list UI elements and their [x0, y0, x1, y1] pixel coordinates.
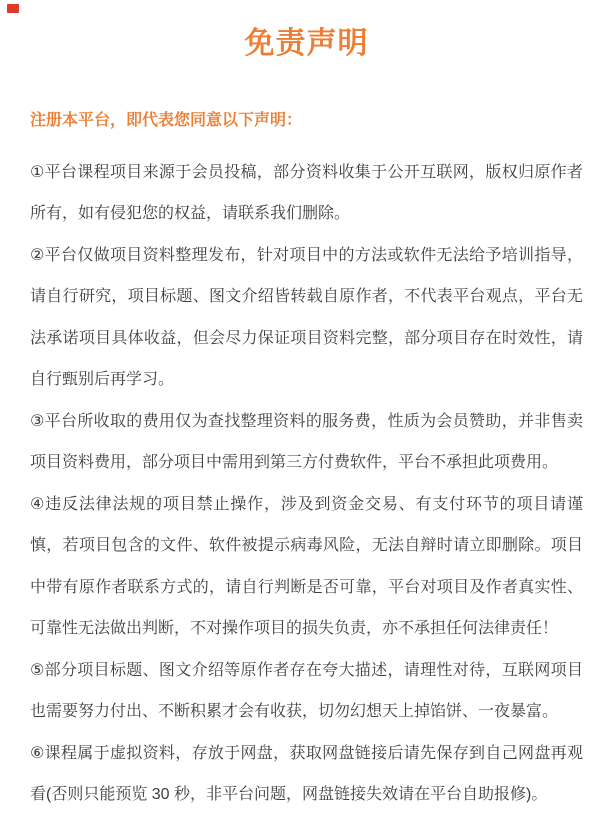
page-title: 免责声明 — [244, 27, 369, 60]
intro-statement: 注册本平台，即代表您同意以下声明： — [30, 112, 303, 129]
disclaimer-paragraph-6: ⑥课程属于虚拟资料，存放于网盘，获取网盘链接后请先保存到自己网盘再观看(否则只能预览 30 秒，非平台问题，网盘链接失效请在平台自助报修)。 — [30, 744, 583, 803]
disclaimer-paragraph-5: ⑤部分项目标题、图文介绍等原作者存在夸大描述，请理性对待，互联网项目也需要努力付出、不断积累才会有收获，切勿幻想天上掉馅饼、一夜暴富。 — [30, 661, 583, 720]
disclaimer-paragraph-1: ①平台课程项目来源于会员投稿，部分资料收集于公开互联网，版权归原作者所有，如有侵犯您的权益，请联系我们删除。 — [30, 163, 583, 222]
disclaimer-paragraph-2: ②平台仅做项目资料整理发布，针对项目中的方法或软件无法给予培训指导，请自行研究，项目标题、图文介绍皆转载自原作者，不代表平台观点，平台无法承诺项目具体收益，但会尽力保证项目资料完整，部分项目存在时效性，请自行甄别后再学习。 — [30, 246, 583, 388]
disclaimer-paragraph-4: ④违反法律法规的项目禁止操作，涉及到资金交易、有支付环节的项目请谨慎，若项目包含的文件、软件被提示病毒风险，无法自辩时请立即删除。项目中带有原作者联系方式的，请自行判断是否可靠，平台对项目及作者真实性、可靠性无法做出判断，不对操作项目的损失负责，亦不承担任何法律责任！ — [30, 495, 583, 637]
disclaimer-paragraph-3: ③平台所收取的费用仅为查找整理资料的服务费，性质为会员赞助，并非售卖项目资料费用，部分项目中需用到第三方付费软件，平台不承担此项费用。 — [30, 412, 583, 471]
disclaimer-content — [0, 100, 613, 816]
corner-mark — [7, 4, 19, 13]
